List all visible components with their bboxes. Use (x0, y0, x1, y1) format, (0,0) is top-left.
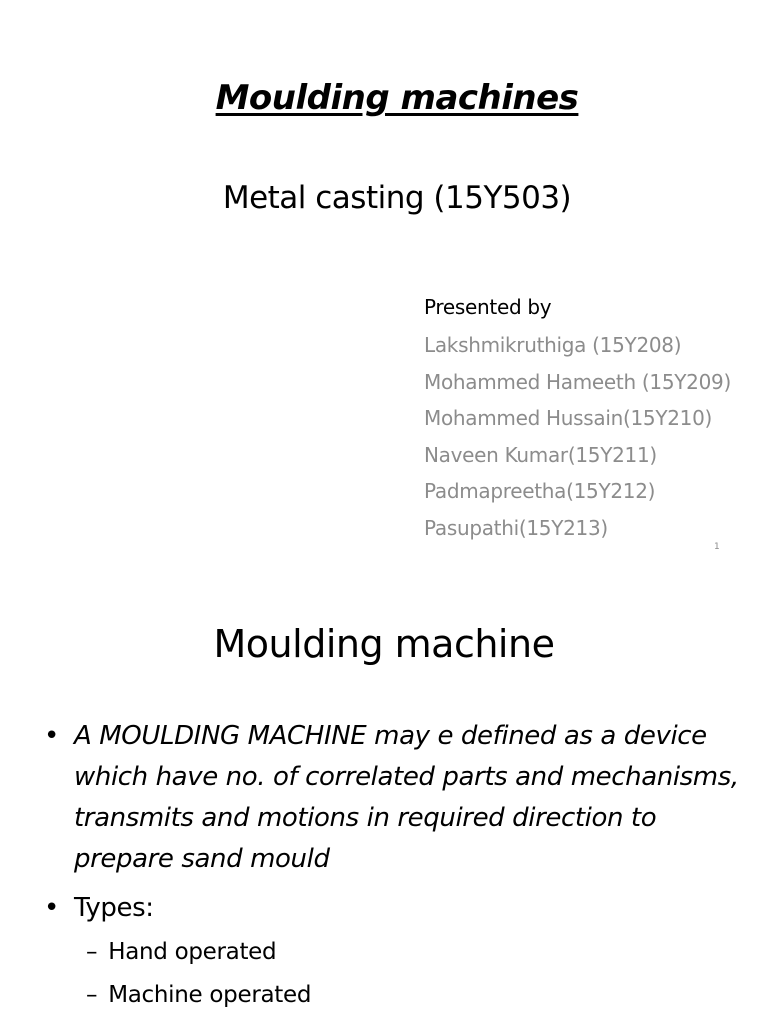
presenter-name: Mohammed Hussain(15Y210) (424, 406, 713, 431)
bullet-text: A MOULDING MACHINE may e defined as a device which have no. of correlated parts and mechanisms, transmits and motions in required direction to prepare sand mould (74, 721, 739, 874)
sub-bullet-text: Hand operated (108, 939, 277, 965)
bullet-item (44, 888, 744, 929)
presenter-name: Lakshmikruthiga (15Y208) (424, 333, 682, 357)
slide-1-subtitle: Metal casting (15Y503) (222, 180, 572, 216)
presenter-name: Naveen Kumar(15Y211) (424, 442, 657, 467)
sub-bullet-text: Machine operated (108, 982, 312, 1008)
bullet-item (44, 716, 744, 880)
presenter-list (424, 291, 731, 547)
page-number: 1 (714, 542, 720, 552)
bullet-icon: • (44, 893, 60, 923)
slide-2-title: Moulding machine (213, 622, 555, 666)
slide-2 (0, 576, 768, 1024)
sub-bullet-item (86, 980, 311, 1010)
dash-icon: – (86, 939, 98, 965)
presented-by-label: Presented by (424, 295, 552, 319)
bullet-icon: • (44, 721, 60, 751)
slide-1-title: Moulding machines (215, 78, 579, 118)
sub-bullet-item (86, 937, 276, 967)
bullet-text: Types: (74, 893, 154, 923)
presenter-name: Padmapreetha(15Y212) (424, 479, 656, 504)
presenter-name: Pasupathi(15Y213) (424, 515, 608, 540)
presenter-name: Mohammed Hameeth (15Y209) (424, 369, 731, 394)
dash-icon: – (86, 982, 98, 1008)
